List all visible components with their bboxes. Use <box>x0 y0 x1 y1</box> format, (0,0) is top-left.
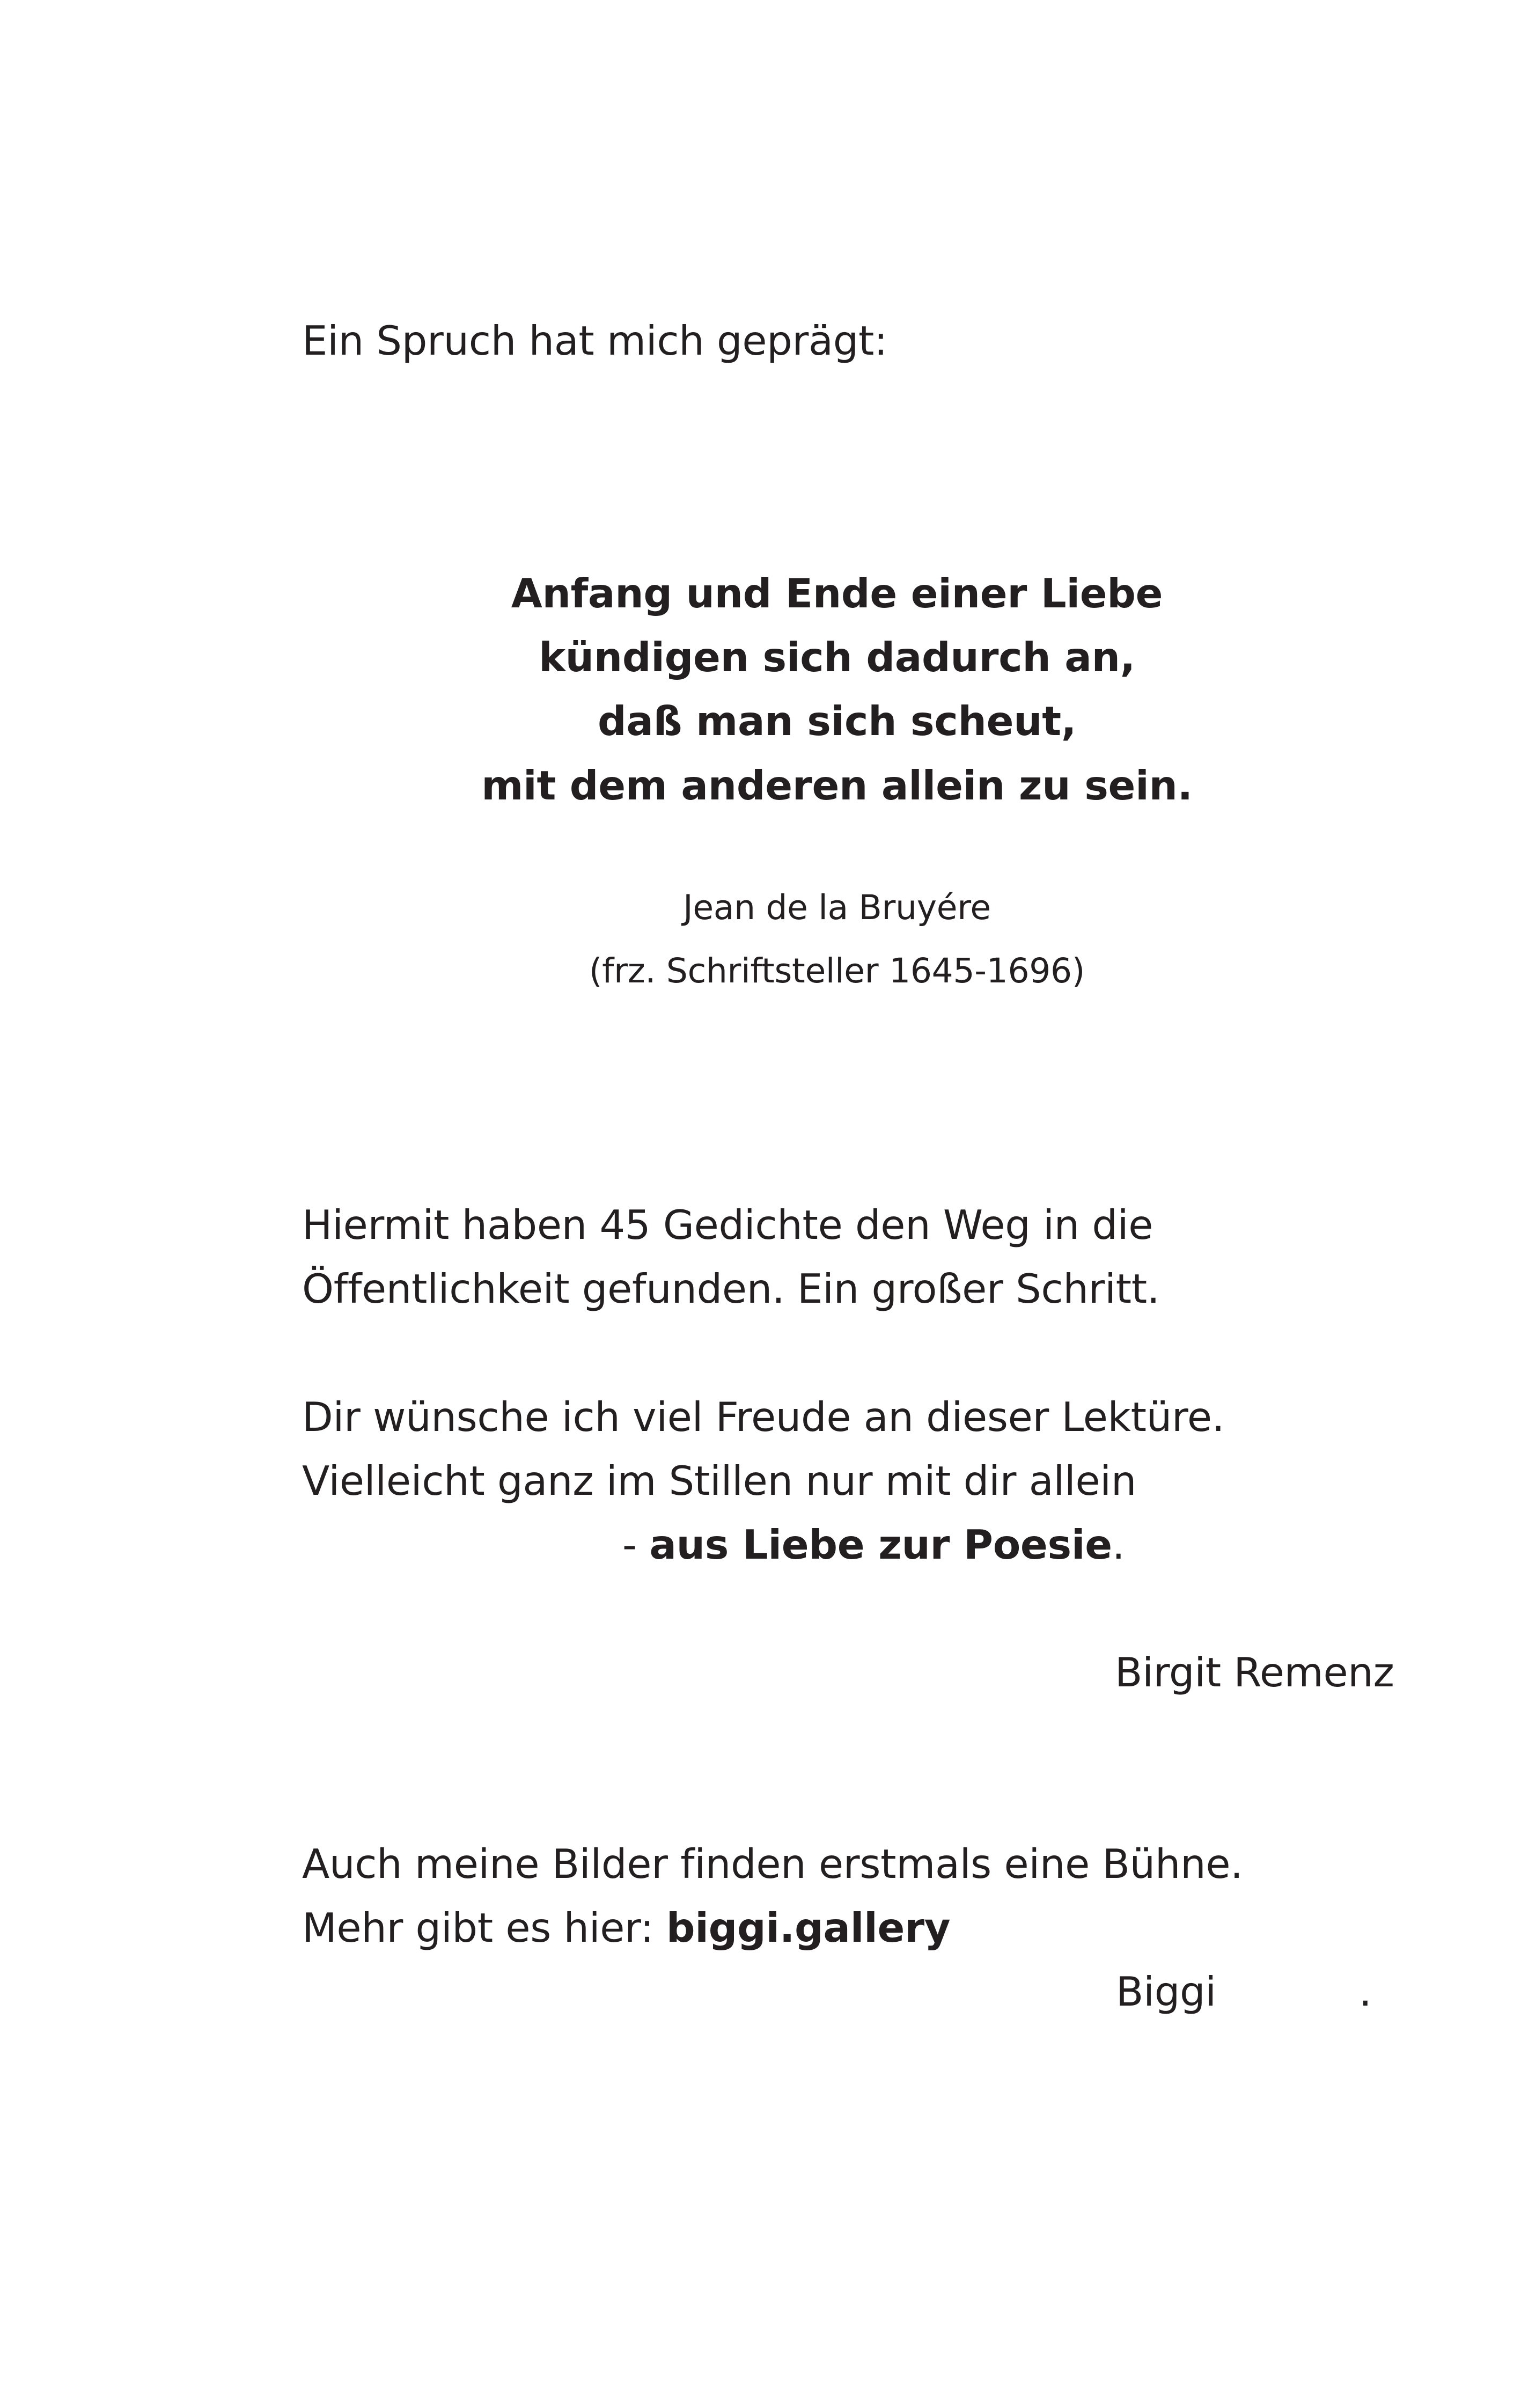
quote-line-1: Anfang und Ende einer Liebe <box>511 570 1163 617</box>
gallery-prefix: Mehr gibt es hier: <box>302 1904 666 1951</box>
signature-full-name: Birgit Remenz <box>1115 1649 1394 1696</box>
paragraph-3-line-1: Auch meine Bilder finden erstmals eine Bühne. <box>302 1840 1243 1888</box>
quote-author-note: (frz. Schriftsteller 1645-1696) <box>589 951 1085 990</box>
paragraph-1-line-1: Hiermit haben 45 Gedichte den Weg in die <box>302 1201 1153 1249</box>
paragraph-2-line-3 <box>622 1521 1125 1568</box>
signature-short-name: Biggi <box>1116 1968 1216 2015</box>
quote-author: Jean de la Bruyére <box>683 888 991 927</box>
quote-line-2: kündigen sich dadurch an, <box>539 634 1135 681</box>
quote-line-4: mit dem anderen allein zu sein. <box>481 762 1193 809</box>
gallery-link[interactable]: biggi.gallery <box>666 1904 951 1951</box>
period: . <box>1112 1521 1125 1568</box>
dash-prefix: - <box>622 1521 650 1568</box>
emphasis-text: aus Liebe zur Poesie <box>649 1521 1112 1568</box>
paragraph-1-line-2: Öffentlichkeit gefunden. Ein großer Schritt. <box>302 1265 1160 1312</box>
paragraph-3-line-2 <box>302 1904 951 1951</box>
paragraph-2-line-2: Vielleicht ganz im Stillen nur mit dir allein <box>302 1457 1137 1504</box>
signature-dot: . <box>1359 1968 1372 2015</box>
paragraph-2-line-1: Dir wünsche ich viel Freude an dieser Lektüre. <box>302 1393 1225 1441</box>
intro-text: Ein Spruch hat mich geprägt: <box>302 317 888 364</box>
quote-line-3: daß man sich scheut, <box>597 698 1077 745</box>
